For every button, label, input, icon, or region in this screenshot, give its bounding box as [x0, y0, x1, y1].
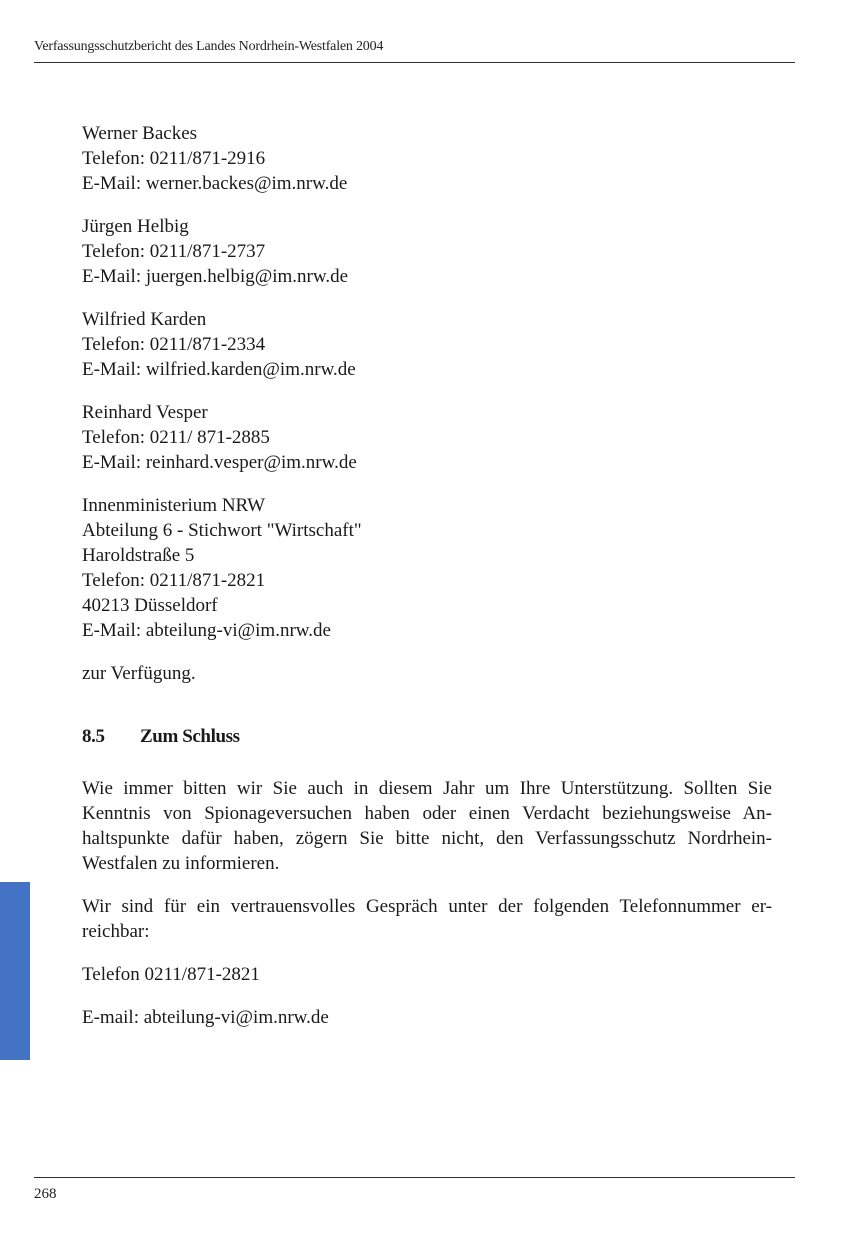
contact-name: Werner Backes — [82, 123, 198, 144]
paragraph — [82, 776, 772, 876]
section-number: 8.5 — [82, 726, 105, 747]
contact-name: Reinhard Vesper — [82, 402, 208, 423]
paragraph-line: haltspunkte dafür haben, zögern Sie bitte nicht, den Verfassungsschutz Nordrhein- — [82, 828, 772, 849]
contact-email: E-Mail: reinhard.vesper@im.nrw.de — [82, 452, 357, 473]
paragraph — [82, 894, 772, 944]
footer-rule — [34, 1177, 795, 1178]
chapter-side-tab — [0, 882, 30, 1060]
ministry-name: Innenministerium NRW — [82, 495, 266, 516]
contact-name: Jürgen Helbig — [82, 216, 189, 237]
ministry-city: 40213 Düsseldorf — [82, 595, 218, 616]
contact-email: E-Mail: juergen.helbig@im.nrw.de — [82, 266, 349, 287]
contact-phone: Telefon: 0211/871-2334 — [82, 334, 266, 355]
paragraph-line: Westfalen zu informieren. — [82, 853, 280, 874]
contact-block — [82, 121, 772, 196]
ministry-department: Abteilung 6 - Stichwort "Wirtschaft" — [82, 520, 362, 541]
closing-text: zur Verfügung. — [82, 663, 196, 684]
ministry-email: E-Mail: abteilung-vi@im.nrw.de — [82, 620, 331, 641]
contact-phone: Telefon: 0211/ 871-2885 — [82, 427, 270, 448]
ministry-phone: Telefon: 0211/871-2821 — [82, 570, 266, 591]
contact-name: Wilfried Karden — [82, 309, 207, 330]
contact-block — [82, 214, 772, 289]
contact-block — [82, 400, 772, 475]
paragraph-line: reichbar: — [82, 921, 150, 942]
contact-phone-line — [82, 962, 772, 987]
section-heading — [82, 724, 772, 749]
contact-phone: Telefon: 0211/871-2737 — [82, 241, 266, 262]
contact-email: E-Mail: werner.backes@im.nrw.de — [82, 173, 348, 194]
running-header: Verfassungsschutzbericht des Landes Nordrhein-Westfalen 2004 — [34, 39, 384, 54]
ministry-street: Haroldstraße 5 — [82, 545, 195, 566]
contact-email-line — [82, 1005, 772, 1030]
section-title: Zum Schluss — [140, 726, 240, 747]
header-rule — [34, 62, 795, 63]
page-body — [82, 121, 772, 1048]
page-number: 268 — [34, 1186, 57, 1202]
contact-phone: Telefon: 0211/871-2916 — [82, 148, 266, 169]
paragraph-line: Wir sind für ein vertrauensvolles Gespräch unter der folgenden Telefonnummer er- — [82, 896, 772, 917]
paragraph-line: Wie immer bitten wir Sie auch in diesem Jahr um Ihre Unterstützung. Sollten Sie — [82, 778, 772, 799]
contact-block — [82, 307, 772, 382]
ministry-address-block — [82, 493, 772, 643]
section-phone: Telefon 0211/871-2821 — [82, 964, 260, 985]
contact-email: E-Mail: wilfried.karden@im.nrw.de — [82, 359, 356, 380]
section-email: E-mail: abteilung-vi@im.nrw.de — [82, 1007, 329, 1028]
paragraph-line: Kenntnis von Spionageversuchen haben oder einen Verdacht beziehungsweise An- — [82, 803, 772, 824]
